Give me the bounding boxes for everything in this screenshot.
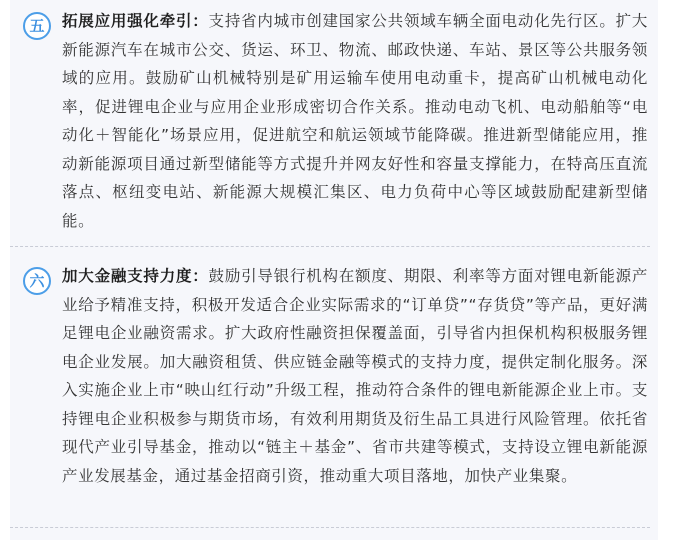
policy-section-5 [10, 0, 658, 245]
section-heading: 拓展应用强化牵引： [62, 12, 209, 30]
section-paragraph [62, 7, 648, 235]
section-heading: 加大金融支持力度： [62, 267, 209, 285]
dashed-divider [10, 246, 650, 247]
section-body: 鼓励引导银行机构在额度、期限、利率等方面对锂电新能源产业给予精准支持，积极开发适合企业实际需求的“订单贷”“存货贷”等产品，更好满足锂电企业融资需求。扩大政府性融资担保覆盖面，引导省内担保机构积极服务锂电企业发展。加大融资租赁、供应链金融等模式的支持力度，提供定制化服务。深入实施企业上市“映山红行动”升级工程，推动符合条件的锂电新能源企业上市。支持锂电企业积极参与期货市场，有效利用期货及衍生品工具进行风险管理。依托省现代产业引导基金，推动以“链主＋基金”、省市共建等模式，支持设立锂电新能源产业发展基金，通过基金招商引资，推动重大项目落地，加快产业集聚。 [62, 267, 648, 485]
section-number: 六 [29, 271, 45, 290]
section-body: 支持省内城市创建国家公共领域车辆全面电动化先行区。扩大新能源汽车在城市公交、货运、环卫、物流、邮政快递、车站、景区等公共服务领域的应用。鼓励矿山机械特别是矿用运输车使用电动重卡，提高矿山机械电动化率，促进锂电企业与应用企业形成密切合作关系。推动电动飞机、电动船舶等“电动化＋智能化”场景应用，促进航空和航运领域节能降碳。推进新型储能应用，推动新能源项目通过新型储能等方式提升并网友好性和容量支撑能力，在特高压直流落点、枢纽变电站、新能源大规模汇集区、电力负荷中心等区域鼓励配建新型储能。 [62, 12, 648, 230]
dashed-divider [10, 527, 650, 528]
policy-section-6 [10, 255, 658, 525]
section-paragraph [62, 262, 648, 490]
section-number: 五 [29, 16, 45, 35]
section-number-badge [23, 267, 51, 295]
section-number-badge [23, 12, 51, 40]
